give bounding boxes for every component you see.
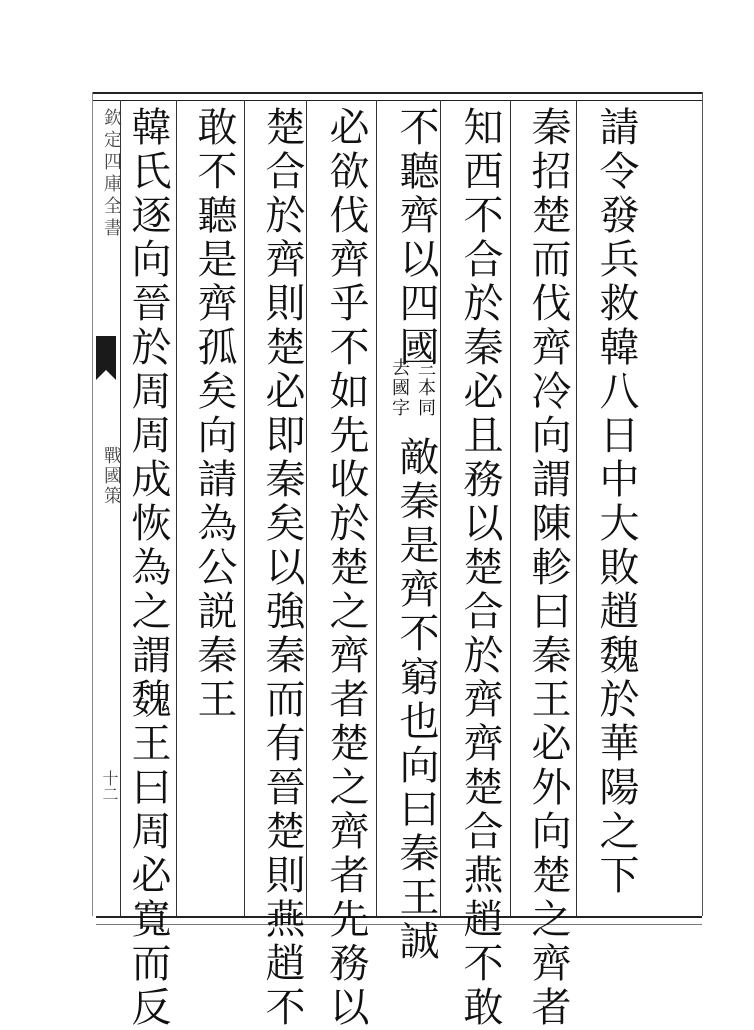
text-column-3: 知西不合於秦必且務以楚合於齊齊楚合燕趙不敢 — [457, 106, 503, 1030]
margin-book-title: 戰國策 — [101, 446, 122, 506]
column-divider — [376, 100, 377, 916]
frame-top-rule — [92, 92, 702, 94]
interlinear-note-left: 去國字 — [389, 358, 410, 418]
column-divider — [576, 100, 577, 916]
margin-title: 欽定四庫全書 — [101, 108, 122, 240]
column-divider — [510, 100, 511, 916]
text-column-8: 韓氏逐向晉於周周成恢為之謂魏王曰周必寬而反 — [125, 106, 171, 1030]
column-divider — [244, 100, 245, 916]
margin-page-number: 十二 — [100, 770, 119, 802]
text-column-1: 請令發兵救韓八日中大敗趙魏於華陽之下 — [593, 106, 639, 898]
frame-left-rule — [92, 92, 93, 916]
frame-top-inner-rule — [92, 100, 702, 101]
text-column-4-bottom: 敵秦是齊不窮也向曰秦王誠 — [393, 436, 439, 964]
text-column-5: 必欲伐齊乎不如先收於楚之齊者楚之齊者先務以 — [323, 106, 369, 1030]
text-column-4-top: 不聽齊以四國 — [393, 106, 439, 370]
interlinear-note-right: 三本同 — [415, 358, 436, 418]
text-column-7: 敢不聽是齊孤矣向請為公説秦王 — [191, 106, 237, 722]
column-divider — [176, 100, 177, 916]
fishtail-mark — [96, 336, 116, 370]
text-column-2: 秦招楚而伐齊冷向謂陳軫曰秦王必外向楚之齊者 — [525, 106, 571, 1030]
frame-right-rule — [702, 92, 703, 916]
text-column-6: 楚合於齊則楚必即秦矣以強秦而有晉楚則燕趙不 — [259, 106, 305, 1030]
